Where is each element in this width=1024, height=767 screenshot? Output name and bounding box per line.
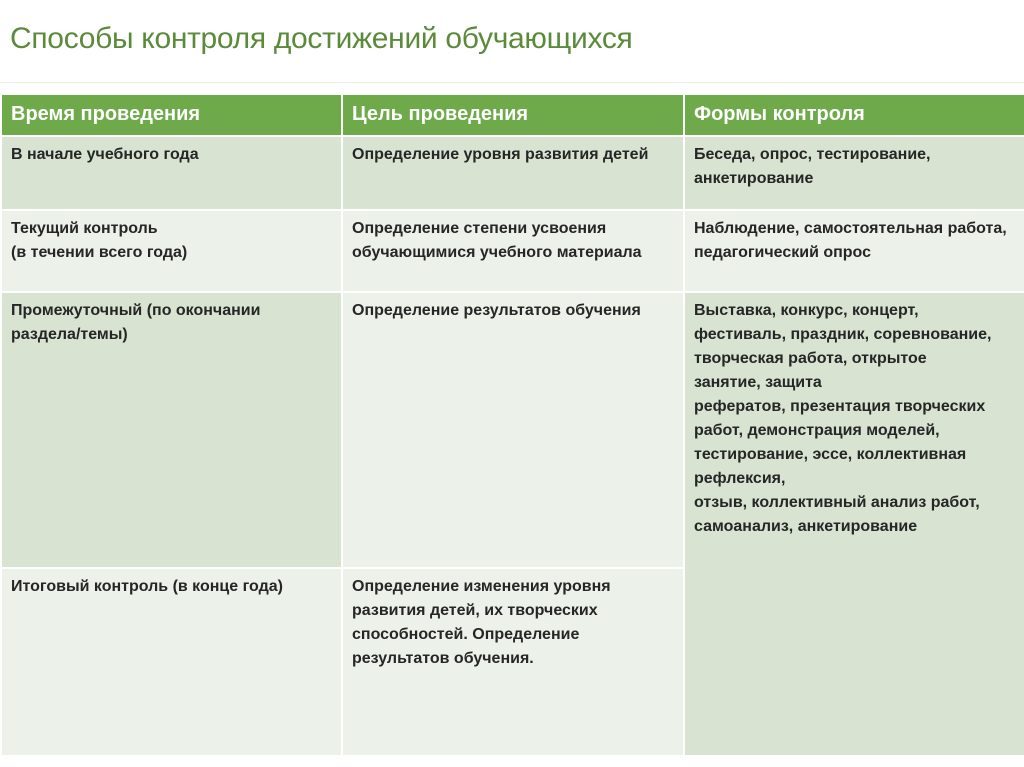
- forms-line: занятие, защита: [694, 374, 822, 391]
- cell-goal: Определение уровня развития детей: [342, 136, 684, 210]
- forms-line: отзыв, коллективный анализ работ,: [694, 494, 980, 511]
- forms-line: фестиваль, праздник, соревнование,: [694, 326, 992, 343]
- cell-time: Итоговый контроль (в конце года): [1, 568, 342, 756]
- cell-time-line: Текущий контроль: [11, 220, 158, 237]
- header-goal: Цель проведения: [342, 94, 684, 136]
- cell-goal: Определение степени усвоения обучающимися учебного материала: [342, 210, 684, 292]
- cell-time-line: (в течении всего года): [11, 244, 188, 261]
- cell-time: [1, 210, 342, 292]
- page-title: Способы контроля достижений обучающихся: [10, 22, 633, 55]
- forms-line: работ, демонстрация моделей,: [694, 422, 940, 439]
- table-header-row: [1, 94, 1024, 136]
- forms-line: тестирование, эссе, коллективная: [694, 446, 967, 463]
- forms-line: Выставка, конкурс, концерт,: [694, 302, 919, 319]
- control-methods-table: [0, 93, 1024, 757]
- header-time: Время проведения: [1, 94, 342, 136]
- cell-forms: Беседа, опрос, тестирование, анкетирование: [684, 136, 1024, 210]
- cell-goal: Определение результатов обучения: [342, 292, 684, 568]
- table-row: [1, 136, 1024, 210]
- forms-line: рефератов, презентация творческих: [694, 398, 986, 415]
- title-divider: [0, 82, 1024, 83]
- table-row: [1, 292, 1024, 568]
- cell-forms: Наблюдение, самостоятельная работа, педагогический опрос: [684, 210, 1024, 292]
- header-forms: Формы контроля: [684, 94, 1024, 136]
- forms-line: самоанализ, анкетирование: [694, 518, 918, 535]
- cell-forms-merged: [684, 292, 1024, 756]
- cell-goal: Определение изменения уровня развития детей, их творческих способностей. Определение результатов обучения.: [342, 568, 684, 756]
- forms-line: творческая работа, открытое: [694, 350, 927, 367]
- forms-line: рефлексия,: [694, 470, 786, 487]
- cell-time: В начале учебного года: [1, 136, 342, 210]
- table-row: [1, 210, 1024, 292]
- cell-time: Промежуточный (по окончании раздела/темы): [1, 292, 342, 568]
